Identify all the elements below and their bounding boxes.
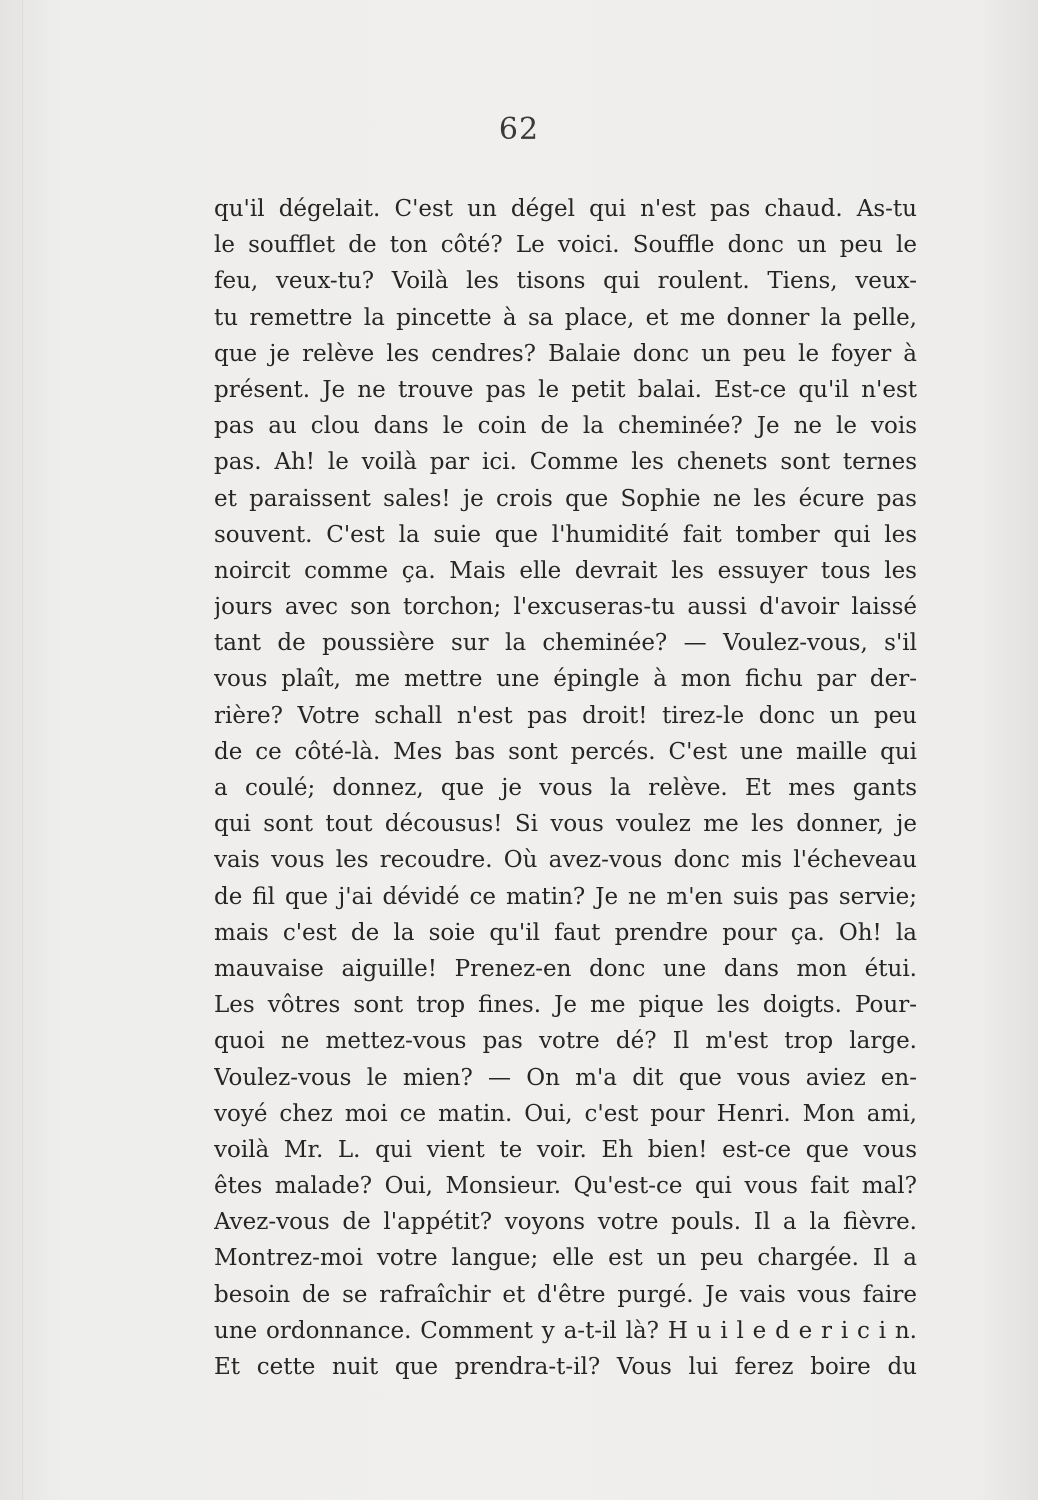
text-line: Montrez-moi votre langue; elle est un peu chargée. Il a [214, 1245, 917, 1272]
text-line: feu, veux-tu? Voilà les tisons qui roulent. Tiens, veux- [214, 268, 917, 295]
page-number: 62 [498, 112, 540, 147]
text-line: présent. Je ne trouve pas le petit balai. Est-ce qu'il n'est [214, 376, 917, 403]
text-line: jours avec son torchon; l'excuseras-tu aussi d'avoir laissé [214, 594, 917, 621]
text-line: que je relève les cendres? Balaie donc un peu le foyer à [214, 340, 917, 367]
text-line: tu remettre la pincette à sa place, et me donner la pelle, [214, 304, 917, 331]
body-text [214, 191, 917, 1385]
text-line: Avez-vous de l'appétit? voyons votre pouls. Il a la fièvre. [214, 1209, 917, 1236]
text-line: Voulez-vous le mien? — On m'a dit que vous aviez en- [214, 1064, 917, 1091]
text-line: tant de poussière sur la cheminée? — Voulez-vous, s'il [214, 630, 917, 657]
text-line: qui sont tout décousus! Si vous voulez me les donner, je [214, 811, 917, 838]
text-line: pas au clou dans le coin de la cheminée? Je ne le vois [214, 413, 917, 440]
text-line: vous plaît, me mettre une épingle à mon fichu par der- [214, 666, 917, 693]
text-line: rière? Votre schall n'est pas droit! tirez-le donc un peu [214, 702, 917, 729]
page-edge-shadow [22, 0, 23, 1500]
text-line: qu'il dégelait. C'est un dégel qui n'est pas chaud. As-tu [214, 196, 917, 222]
text-line: voyé chez moi ce matin. Oui, c'est pour Henri. Mon ami, [214, 1100, 917, 1127]
text-line: de ce côté-là. Mes bas sont percés. C'est une maille qui [214, 738, 917, 765]
text-line: Les vôtres sont trop fines. Je me pique les doigts. Pour- [214, 992, 917, 1019]
text-line: mais c'est de la soie qu'il faut prendre pour ça. Oh! la [214, 919, 917, 946]
text-line: Et cette nuit que prendra-t-il? Vous lui ferez boire du [214, 1354, 917, 1380]
text-line: besoin de se rafraîchir et d'être purgé. Je vais vous faire [214, 1281, 917, 1308]
text-line: mauvaise aiguille! Prenez-en donc une dans mon étui. [214, 955, 917, 982]
text-line: a coulé; donnez, que je vous la relève. Et mes gants [214, 775, 917, 801]
text-line: vais vous les recoudre. Où avez-vous donc mis l'écheveau [214, 847, 917, 874]
text-line: êtes malade? Oui, Monsieur. Qu'est-ce qui vous fait mal? [214, 1173, 917, 1200]
text-line: noircit comme ça. Mais elle devrait les essuyer tous les [214, 557, 917, 584]
text-line: de fil que j'ai dévidé ce matin? Je ne m'en suis pas servie; [214, 883, 917, 910]
text-line: une ordonnance. Comment y a-t-il là? H u i l e d e r i c i n. [214, 1317, 917, 1344]
text-line: voilà Mr. L. qui vient te voir. Eh bien! est-ce que vous [214, 1136, 917, 1163]
text-line: quoi ne mettez-vous pas votre dé? Il m'est trop large. [214, 1028, 917, 1055]
text-line: et paraissent sales! je crois que Sophie ne les écure pas [214, 485, 917, 512]
text-line: souvent. C'est la suie que l'humidité fait tomber qui les [214, 521, 917, 548]
text-line: pas. Ah! le voilà par ici. Comme les chenets sont ternes [214, 449, 917, 476]
text-line: le soufflet de ton côté? Le voici. Souffle donc un peu le [214, 232, 917, 259]
